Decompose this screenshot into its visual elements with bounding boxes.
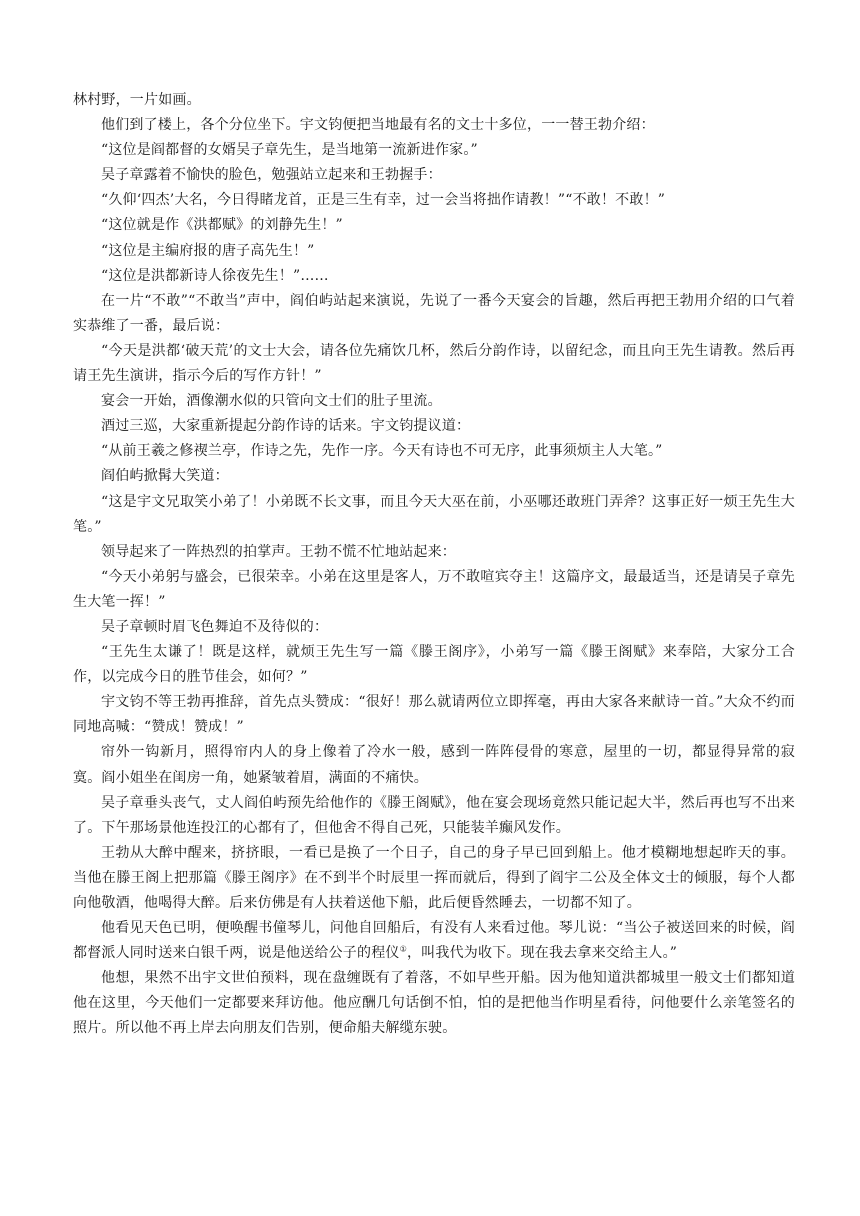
paragraph: “久仰‘四杰’大名，今日得睹龙首，正是三生有幸，过一会当将拙作请教！”“不敢！不敢！” [101,192,666,209]
paragraph: 宇文钧不等王勃再推辞，首先点头赞成：“很好！那么就请两位立即挥毫，再由大家各来献诗一首。”大众不约而同地高喊：“赞成！赞成！” [73,694,795,736]
paragraph: 领导起来了一阵热烈的拍掌声。王勃不慌不忙地站起来： [101,543,456,560]
paragraph: 吴子章顿时眉飞色舞迫不及待似的： [101,618,329,635]
document-body [73,88,795,1042]
paragraph: “这位是阎都督的女婿吴子章先生，是当地第一流新进作家。” [101,142,478,159]
paragraph: “王先生太谦了！既是这样，就烦王先生写一篇《滕王阁序》，小弟写一篇《滕王阁赋》来奉陪，大家分工合作，以完成今日的胜节佳会，如何？” [73,644,795,686]
paragraph-tail: ，叫我代为收下。现在我去拿来交给主人。” [406,945,678,962]
paragraph: 他想，果然不出宇文世伯预料，现在盘缠既有了着落，不如早些开船。因为他知道洪都城里一般文士们都知道他在这里，今天他们一定都要来拜访他。他应酬几句话倒不怕，怕的是把他当作明星看待，问他要什么亲笔签名的照片。所以他不再上岸去向朋友们告别，便命船夫解缆东驶。 [73,970,795,1037]
footnote-marker: ① [399,944,407,954]
paragraph: “今天是洪都‘破天荒’的文士大会，请各位先痛饮几杯，然后分韵作诗，以留纪念，而且向王先生请教。然后再请王先生演讲，指示今后的写作方针！” [73,342,795,385]
paragraph-text: 他看见天色已明，便唤醒书僮琴儿，问他自回船后，有没有人来看过他。琴儿说：“当公子被送回来的时候，阎都督派人同时送来白银千两，说是他送给公子的程仪 [73,920,795,962]
paragraph: “这位是主编府报的唐子高先生！” [101,242,315,259]
paragraph: 王勃从大醉中醒来，挤挤眼，一看已是换了一个日子，自己的身子早已回到船上。他才模糊地想起昨天的事。当他在滕王阁上把那篇《滕王阁序》在不到半个时辰里一挥而就后，得到了阎宇二公及全体文士的倾服，每个人都向他敬酒，他喝得大醉。后来仿佛是有人扶着送他下船，此后便昏然睡去，一切都不知了。 [73,844,795,911]
paragraph: 在一片“不敢”“不敢当”声中，阎伯屿站起来演说，先说了一番今天宴会的旨趣，然后再把王勃用介绍的口气着实恭维了一番，最后说： [73,292,795,334]
paragraph-with-footnote [73,916,795,966]
paragraph: 吴子章垂头丧气，丈人阎伯屿预先给他作的《滕王阁赋》，他在宴会现场竟然只能记起大半，然后再也写不出来了。下午那场景他连投江的心都有了，但他舍不得自己死，只能装羊癫风发作。 [73,794,795,836]
paragraph: 帘外一钩新月，照得帘内人的身上像着了冷水一般，感到一阵阵侵骨的寒意，屋里的一切，都显得异常的寂寞。阎小姐坐在闺房一角，她紧皱着眉，满面的不痛快。 [73,744,795,786]
paragraph: 酒过三巡，大家重新提起分韵作诗的话来。宇文钧提议道： [101,418,471,435]
paragraph: 宴会一开始，酒像潮水似的只管向文士们的肚子里流。 [101,393,442,410]
paragraph: 阎伯屿掀髯大笑道： [101,468,229,485]
paragraph: 他们到了楼上，各个分位坐下。宇文钧便把当地最有名的文士十多位，一一替王勃介绍： [101,117,655,134]
paragraph: “从前王羲之修禊兰亭，作诗之先，先作一序。今天有诗也不可无序，此事须烦主人大笔。” [101,443,663,460]
paragraph: “这位就是作《洪都赋》的刘静先生！” [101,217,343,234]
paragraph: “这位是洪都新诗人徐夜先生！”…… [101,267,329,284]
paragraph: 林村野，一片如画。 [73,92,201,108]
paragraph: “今天小弟躬与盛会，已很荣幸。小弟在这里是客人，万不敢喧宾夺主！这篇序文，最最适当，还是请吴子章先生大笔一挥！” [73,568,795,610]
paragraph: “这是宇文兄取笑小弟了！小弟既不长文事，而且今天大巫在前，小巫哪还敢班门弄斧？这事正好一烦王先生大笔。” [73,493,795,535]
paragraph: 吴子章露着不愉快的脸色，勉强站立起来和王勃握手： [101,167,442,184]
